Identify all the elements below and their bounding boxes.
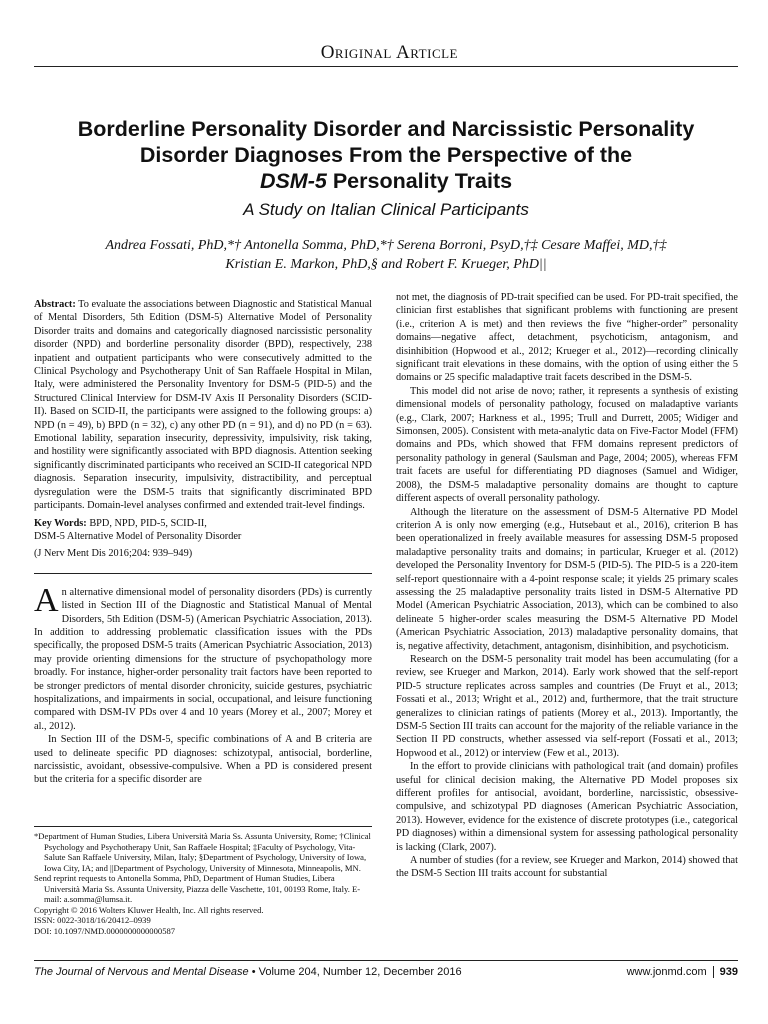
issn-note: ISSN: 0022-3018/16/20412–0939 [34,915,151,925]
body-paragraph-5: In the effort to provide clinicians with pathological trait (and domain) profiles useful for clinical decision making, the Alternative PD Model proposes six different profiles for antisocial, avoidant, borderline, narcissistic, obsessive-compulsive, and schizotypal PD diagnoses (American Psychiatric Association, 2013). However, evidence for the existence of discrete prototypes (i.e., categorical PD diagnoses) within a dimensional system for assessing pathological personality is lacking (Clark, 2007). [396,761,738,853]
section-label: Original Article [320,42,458,63]
footer-journal [34,966,462,978]
intro-paragraph-2: In Section III of the DSM-5, specific combinations of A and B criteria are used to delineate specific PD diagnoses: schizotypal, antisocial, borderline, narcissistic, avoidant, obsessive-compulsive. When a PD is considered present but the criteria for a specific disorder are [34,734,372,786]
left-column [34,298,372,787]
title-line-1: Borderline Personality Disorder and Narcissistic Personality [77,117,695,141]
authors-line-1: Andrea Fossati, PhD,*† Antonella Somma, PhD,*† Serena Borroni, PsyD,†‡ Cesare Maffei, MD,†‡ [105,238,667,253]
affiliations-note: *Department of Human Studies, Libera Università Maria Ss. Assunta University, Rome; †Clinical Psychology and Psychotherapy Unit, San Raffaele Hospital; ‡Faculty of Psychology, Vita-Salute San Raffaele University, Milan, Italy; §Department of Psychology, University of Iowa, Iowa City, IA; and ||Department of Psychology, University of Minnesota, Minneapolis, MN. [34,831,371,873]
title-line-3 [34,168,738,194]
copyright-note: Copyright © 2016 Wolters Kluwer Health, Inc. All rights reserved. [34,904,264,915]
citation: (J Nerv Ment Dis 2016;204: 939–949) [34,548,193,560]
abstract-text: To evaluate the associations between Diagnostic and Statistical Manual of Mental Disorders, 5th Edition (DSM-5) Alternative Model of Personality Disorder traits and domains and categorically diagnosed narcissistic personality disorder (NPD) and borderline personality disorder (BPD), respectively, 238 inpatient and outpatient participants who were consecutively admitted to the Clinical Psychology and Psychotherapy Unit of San Raffaele Hospital in Milan, Italy, were administered the Personality Inventory for DSM-5 (PID-5) and the Structured Clinical Interview for DSM-IV Axis II Personality Disorders (SCID-II). Based on SCID-II, the participants were assigned to the following groups: a) NPD (n = 49), b) BPD (n = 32), c) any other PD (n = 91), and d) no PD (n = 63). Emotional lability, separation insecurity, depressivity, impulsivity, risk taking, and hostility were significantly associated with BPD diagnosis. Attention seeking significantly discriminated participants who received an SCID-II categorical NPD diagnosis. Separation insecurity, impulsivity, distractibility, and perceptual dysregulation were the DSM-5 traits that significantly discriminated BPD participants. Domain-level analyses confirmed and extended trait-level findings. [34,299,372,512]
reprints-note: Send reprint requests to Antonella Somma, PhD, Department of Human Studies, Libera Università Maria Ss. Assunta University, Piazza delle Vaschette, 101, 00193 Rome, Italy. E-mail: a.somma@lumsa.it. [34,873,361,904]
authors-line-2: Kristian E. Markon, PhD,§ and Robert F. Krueger, PhD|| [225,257,547,272]
article-title [34,116,738,194]
body-paragraph-1: not met, the diagnosis of PD-trait specified can be used. For PD-trait specified, the clinician first establishes that significant problems with functioning are present (i.e., criterion A is met) and then reviews the five “higher-order” personality domains—negative affect, detachment, psychoticism, antagonism, and disinhibition (Hopwood et al., 2012; Krueger et al., 2012)—recording clinically significant trait elevations in these domains, with the option of using either the 5 domains or 25 specific maladaptive trait facets described in the DSM-5. [396,292,738,384]
right-column [396,291,738,881]
title-line-2: Disorder Diagnoses From the Perspective of the [139,143,633,167]
page-number: 939 [713,966,738,978]
footer-right [627,966,738,978]
intro-paragraph-1 [34,581,372,733]
journal-website[interactable]: www.jonmd.com [626,966,707,978]
intro-paragraph-1-text: n alternative dimensional model of personality disorders (PDs) is currently listed in Section III of the Diagnostic and Statistical Manual of Mental Disorders, 5th Edition (DSM-5) (American Psychiatric Association, 2013). In addition to addressing problematic classification issues with the PDs specifically, the proposed DSM-5 traits (American Psychiatric Association, 2013) may provide orienting dimensions for the structure of psychopathology more broadly. For instance, higher-order personality trait factors have been reported to be stronger predictors of mental disorder chronicity, suicide gestures, psychiatric hospitalizations, and impairments in social, occupational, and leisure functioning compared with DSM-IV PDs over 4 and 10 years (Morey et al., 2007; Morey et al., 2012). [34,586,372,732]
abstract-box [34,298,372,574]
body-paragraph-2: This model did not arise de novo; rather, it represents a synthesis of existing dimensional models of personality pathology, focused on maladaptive variants (e.g., Clark, 2007; Harkness et al., 1995; Trull and Durrett, 2005; Widiger and Simonsen, 2005). Consistent with meta-analytic data on Five-Factor Model (FFM) domains and PDs, which showed that FFM domains represent predictors of personality pathology in general (Saulsman and Page, 2004; 2005), whereas FFM trait facets are useful for differentiating PD diagnoses (Samuel and Widiger, 2008), the DSM-5 maladaptive personality domains are thought to capture different aspects of overall personality pathology. [396,385,738,505]
title-dsm5: DSM-5 [259,169,327,193]
keywords-label: Key Words: [34,517,87,529]
article-subtitle: A Study on Italian Clinical Participants [243,200,529,219]
author-list [34,236,738,274]
footer-bullet: • [251,966,256,978]
abstract [34,298,372,513]
drop-cap: A [34,581,59,619]
body-paragraph-6: A number of studies (for a review, see Krueger and Markon, 2014) showed that the DSM-5 Section III traits account for substantial [396,855,738,880]
keywords [34,517,372,544]
keywords-text-2: DSM-5 Alternative Model of Personality Disorder [34,530,242,542]
body-paragraph-4: Research on the DSM-5 personality trait model has been accumulating (for a review, see Krueger and Markon, 2014). Early work showed that the self-report PID-5 structure replicates across samples and countries (De Fruyt et al., 2013; Fossati et al., 2013; Wright et al., 2012) and, furthermore, that the trait structure generalizes to clinician ratings of patients (Morey et al., 2013). Importantly, the DSM-5 Section III traits can account for the majority of the reliable variance in the Section II PD constructs, whether assessed via self-report (Fossati et al., 2013; Hopwood et al., 2012) or interview (Few et al., 2013). [396,653,738,759]
footnotes [34,826,372,936]
doi-note: DOI: 10.1097/NMD.0000000000000587 [34,925,176,936]
header-rule [34,66,738,67]
abstract-label: Abstract: [34,299,76,310]
journal-volume: Volume 204, Number 12, December 2016 [258,966,462,978]
title-line-3-rest: Personality Traits [326,169,513,193]
introduction [34,581,372,787]
footer-rule [34,960,738,961]
keywords-text: BPD, NPD, PID-5, SCID-II, [89,517,207,529]
journal-name: The Journal of Nervous and Mental Disease [34,966,249,978]
body-paragraph-3: Although the literature on the assessment of DSM-5 Alternative PD Model criterion A is only now emerging (e.g., Hutsebaut et al., 2016), criterion B has been operationalized in freely available measures for assessing DSM-5 proposed maladaptive personality traits and domains; in particular, Krueger et al. (2012) developed the Personality Inventory for DSM-5 (PID-5). The PID-5 is a 220-item self-report questionnaire with a 4-point response scale; it yields 25 primary scales assessing the 25 maladaptive personality traits listed in DSM-5 Alternative PD Model (American Psychiatric Association, 2013), which can be combined to also delineate 5 higher-order scales measuring the DSM-5 Alternative PD Model (American Psychiatric Association, 2013) maladaptive personality domains, that is, negative affectivity, detachment, antagonism, disinhibition, and psychoticism. [396,506,738,652]
